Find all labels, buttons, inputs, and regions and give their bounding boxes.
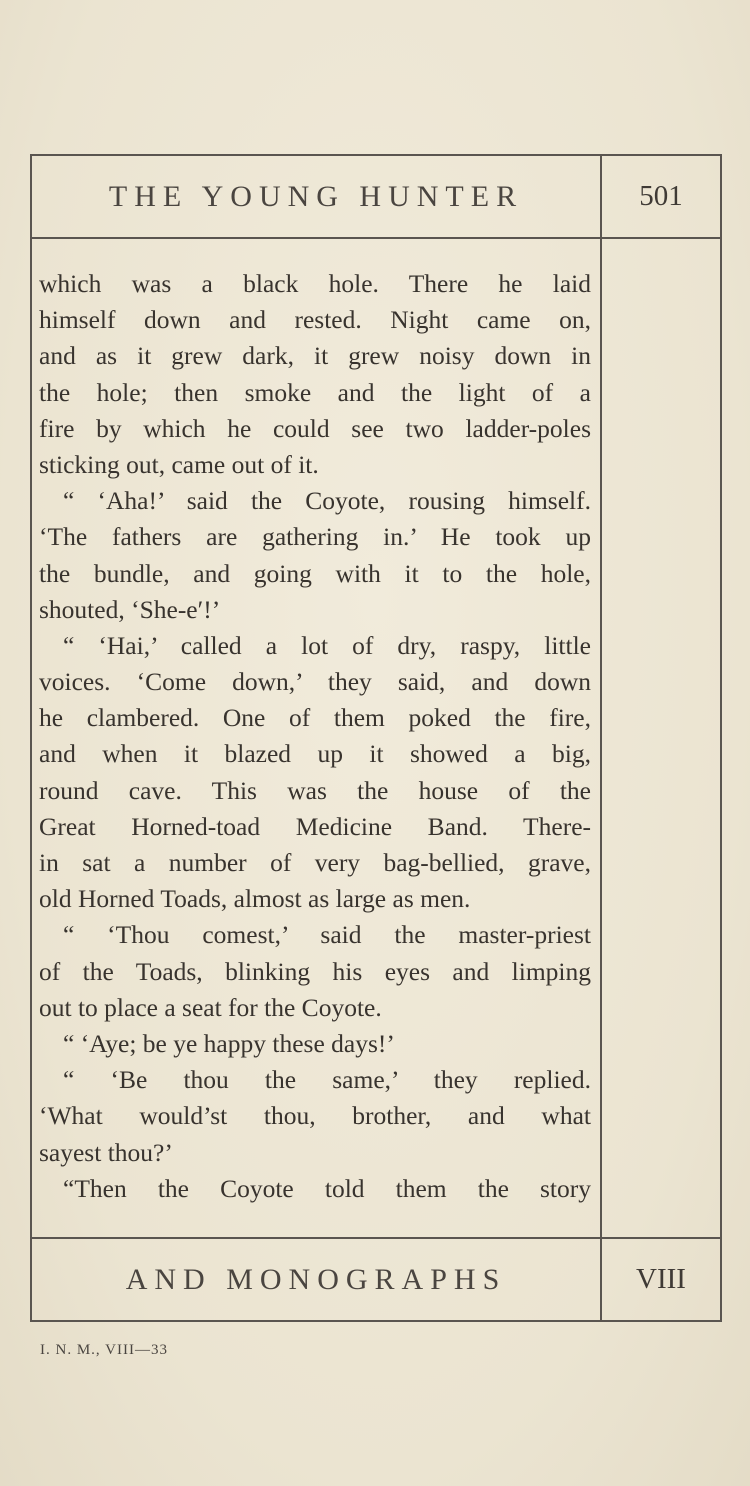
text-line: round cave. This was the house of the [39,775,591,805]
text-line: in sat a number of very bag-bellied, grave, [39,848,591,877]
text-line: “ ‘Aha!’ said the Coyote, rousing himself. [63,486,591,516]
series-title: AND MONOGRAPHS [125,1262,507,1296]
text-line: “ ‘Be thou the same,’ they replied. [63,1065,591,1095]
text-line: voices. ‘Come down,’ they said, and down [39,667,591,697]
text-line: “ ‘Aye; be ye happy these days!’ [63,1028,395,1058]
text-line: he clambered. One of them poked the fire, [39,703,591,733]
text-line: Great Horned-toad Medicine Band. There- [39,811,591,841]
signature-mark: I. N. M., VIII—33 [40,1342,168,1358]
text-line: fire by which he could see two ladder-poles [39,413,591,443]
header-rule [30,237,722,239]
page-number: 501 [639,180,683,212]
text-line: out to place a seat for the Coyote. [39,992,382,1022]
volume-number: VIII [636,1263,686,1295]
text-line: which was a black hole. There he laid [39,269,591,298]
text-line: ‘What would’st thou, brother, and what [39,1101,591,1131]
text-line: the hole; then smoke and the light of a [39,377,591,407]
text-line: the bundle, and going with it to the hole, [39,558,591,588]
text-line: of the Toads, blinking his eyes and limping [39,956,591,986]
column-divider [600,154,602,1322]
text-line: ‘The fathers are gathering in.’ He took up [39,522,591,552]
text-line: and as it grew dark, it grew noisy down in [39,341,591,371]
body-text [39,266,591,1207]
text-line: “ ‘Thou comest,’ said the master-priest [63,920,591,950]
text-line: sticking out, came out of it. [39,449,319,479]
text-line: “ ‘Hai,’ called a lot of dry, raspy, little [63,630,591,660]
text-line: shouted, ‘She-e′!’ [39,594,221,624]
text-line: and when it blazed up it showed a big, [39,739,591,769]
running-title: THE YOUNG HUNTER [108,179,524,213]
text-line: himself down and rested. Night came on, [39,305,591,335]
text-line: old Horned Toads, almost as large as men. [39,884,471,914]
text-line: sayest thou?’ [39,1137,173,1167]
text-line: “Then the Coyote told them the story [63,1173,591,1203]
